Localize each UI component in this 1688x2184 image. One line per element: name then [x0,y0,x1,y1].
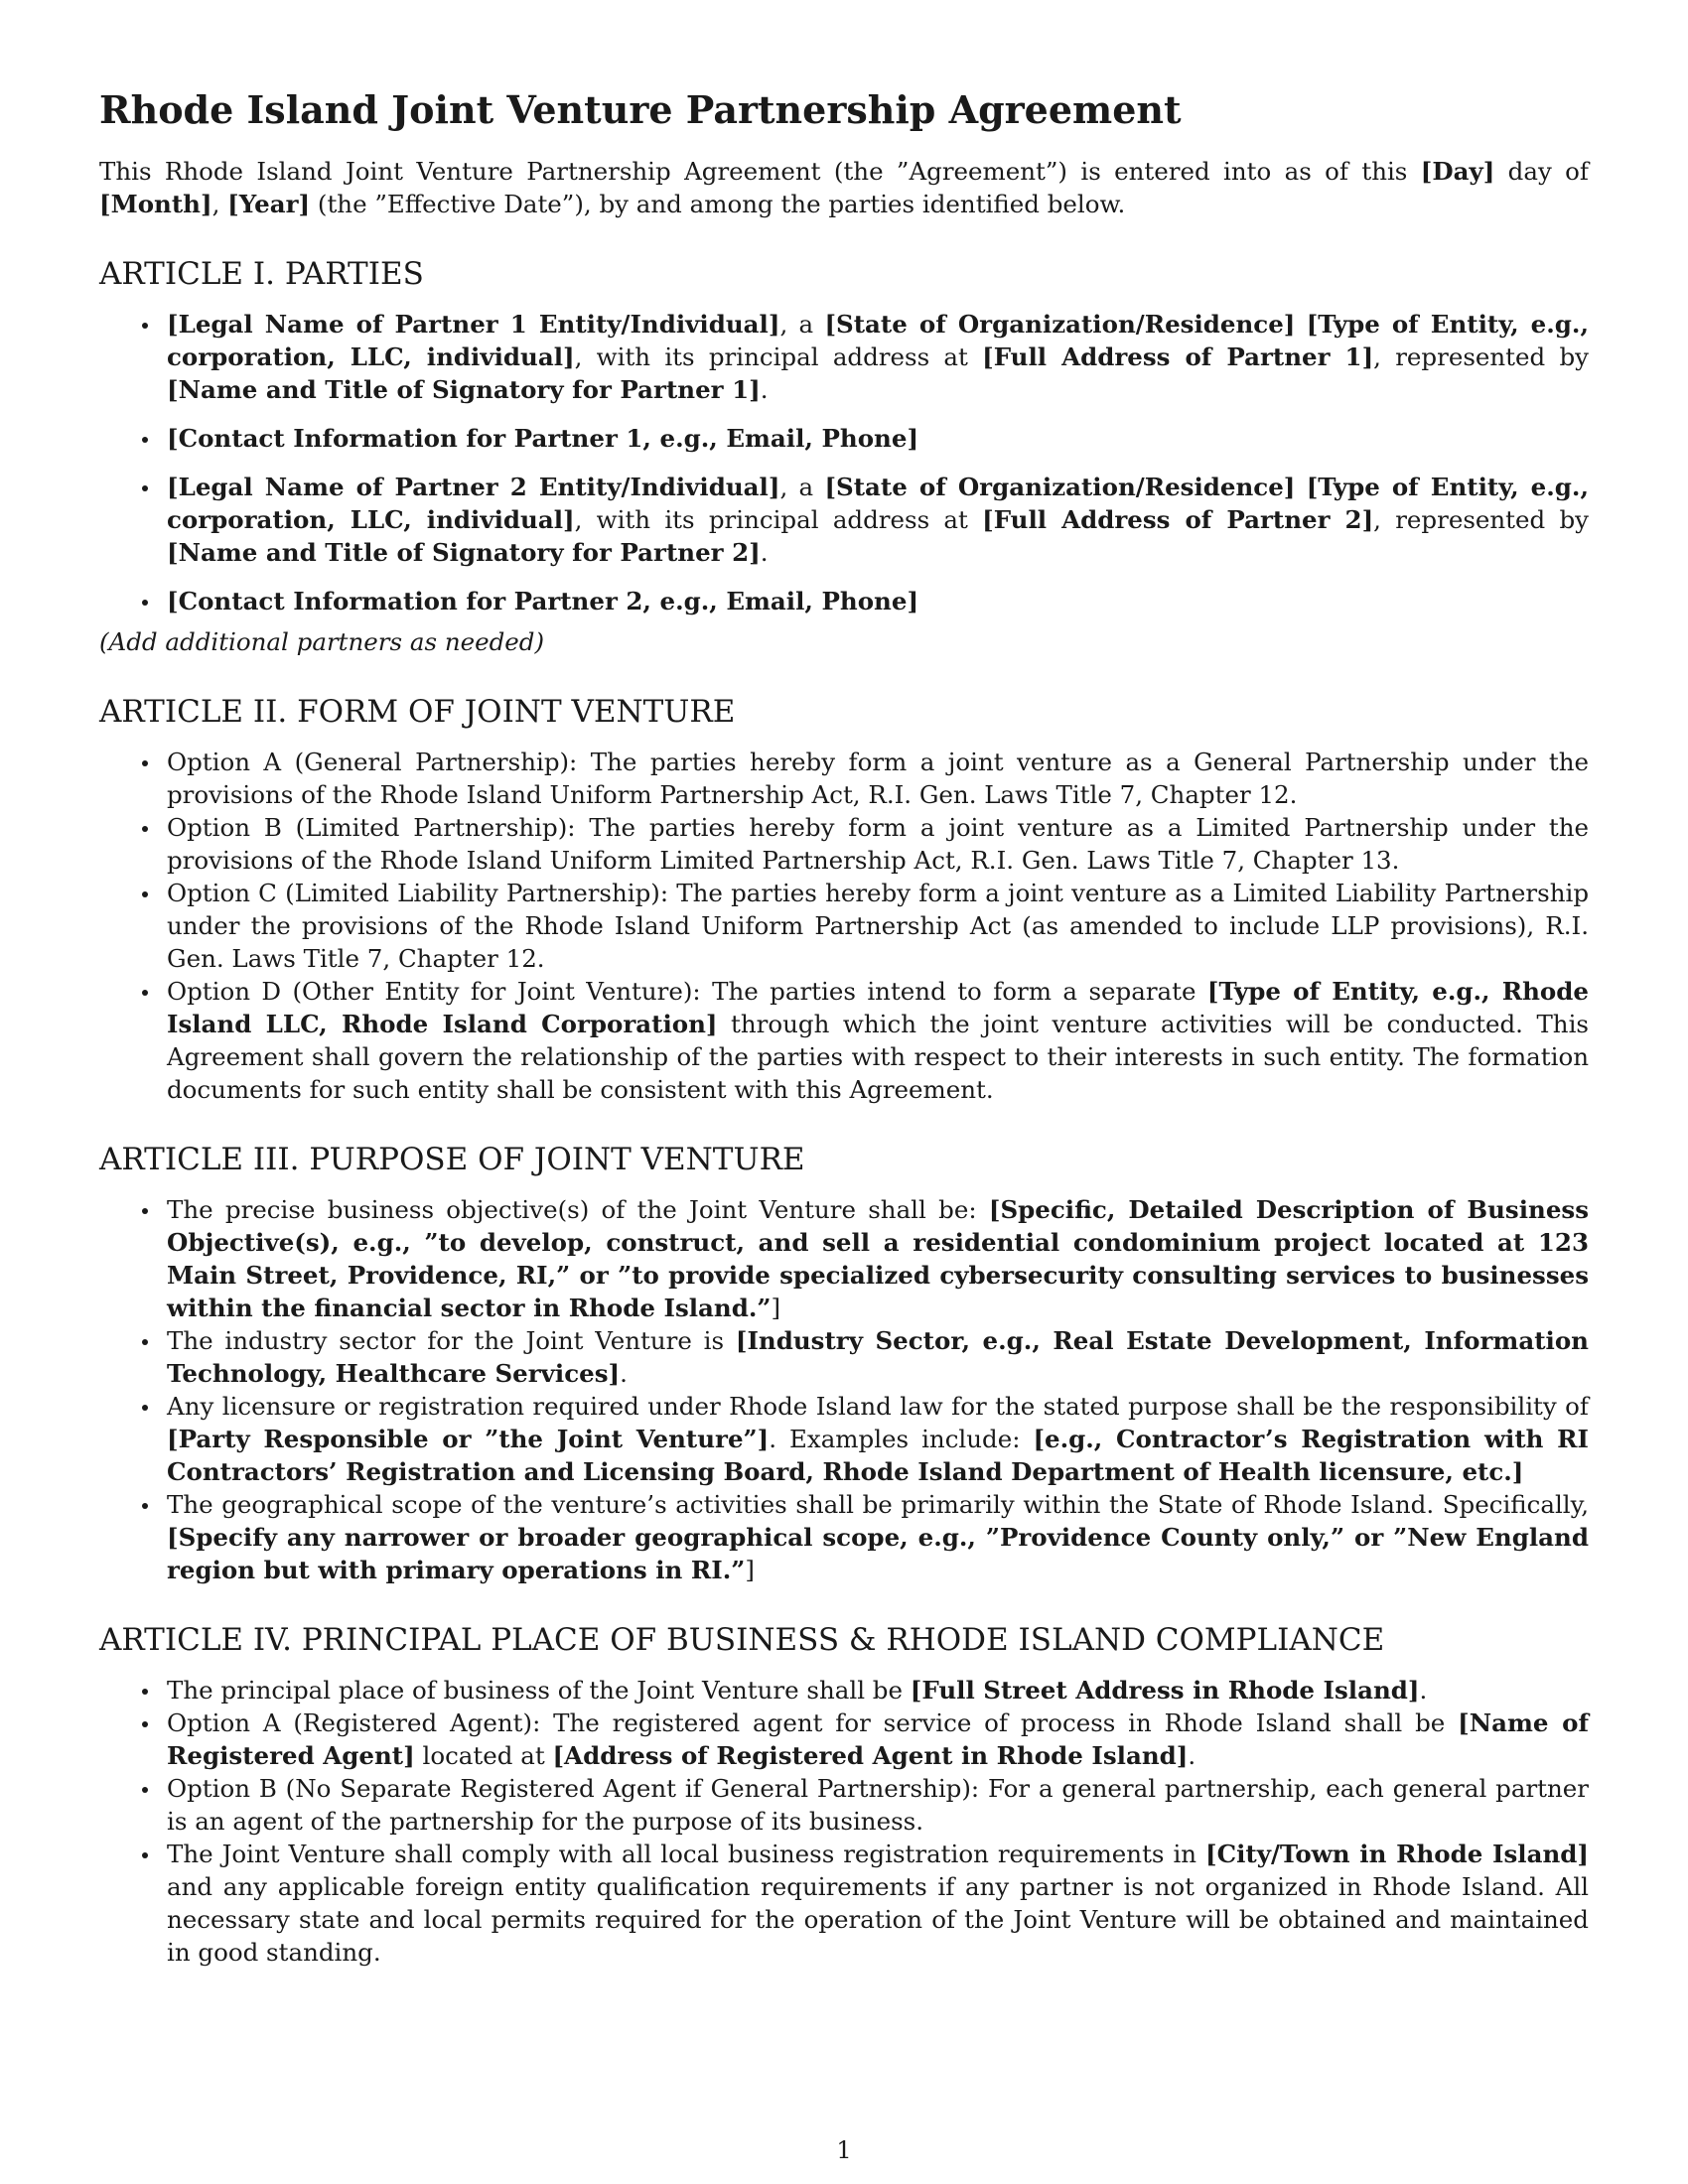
additional-partners-note: (Add additional partners as needed) [99,627,545,656]
city-placeholder: [City/Town in Rhode Island] [1205,1840,1589,1868]
local-compliance-item [167,1838,1589,1969]
text: . [760,538,769,567]
geographic-scope-item [167,1488,1589,1586]
principal-place-item [167,1674,1589,1706]
option-a-item: Option A (General Partnership): The parties hereby form a joint venture as a General Partnership under the provisions of the Rhode Island Uniform Partnership Act, R.I. Gen. Laws Title 7, Chapter 12. [167,748,1589,809]
text: , a [779,310,825,339]
text: . Examples include: [769,1425,1034,1453]
agent-address-placeholder: [Address of Registered Agent in Rhode Island] [552,1741,1189,1770]
examples-placeholder: [e.g., Contractor’s Registration with RI Contractors’ Registration and Licensing Board, Rhode Island Department of Health licensure, etc.] [167,1425,1589,1486]
objective-placeholder: [Specific, Detailed Description of Business Objective(s), e.g., ”to develop, construct, and sell a residential condominium project located at 123 Main Street, Providence, RI,” or ”to provide specialized cybersecurity consulting services to businesses within the financial sector in Rhode Island.” [167,1195,1589,1322]
document-page [99,87,1589,1969]
purpose-list [99,1193,1589,1586]
text: The precise business objective(s) of the Joint Venture shall be: [167,1195,989,1224]
partner-1-type: [Type of Entity, e.g., corporation, LLC, individual] [167,310,1589,371]
agent-name-placeholder: [Name of Registered Agent] [167,1708,1589,1770]
text: . [620,1359,628,1388]
parties-list [99,308,1589,617]
form-options-list [99,746,1589,1106]
text: , with its principal address at [574,505,983,534]
text: and any applicable foreign entity qualification requirements if any partner is not organized in Rhode Island. All necessary state and local permits required for the operation of the Joint Venture will be obtained and maintained in good standing. [167,1872,1589,1967]
partner-2-address: [Full Address of Partner 2] [982,505,1374,534]
text [1295,473,1306,501]
industry-placeholder: [Industry Sector, e.g., Real Estate Development, Information Technology, Healthcare Services] [167,1326,1589,1388]
partner-1-state: [State of Organization/Residence] [824,310,1296,339]
option-d-item [167,975,1589,1106]
partner-2-name: [Legal Name of Partner 2 Entity/Individual] [167,473,780,501]
partner-1-item [167,308,1589,406]
page-number: 1 [836,2136,852,2164]
option-c-item: Option C (Limited Liability Partnership): The parties hereby form a joint venture as a Limited Liability Partnership under the provisions of the Rhode Island Uniform Partnership Act (as amended to include LLP provisions), R.I. Gen. Laws Title 7, Chapter 12. [167,879,1589,973]
licensure-item [167,1390,1589,1488]
partner-1-signatory: [Name and Title of Signatory for Partner 1] [167,375,761,404]
intro-text: (the ”Effective Date”), by and among the parties identified below. [310,190,1126,218]
text: Option A (Registered Agent): The registered agent for service of process in Rhode Island shall be [167,1708,1459,1737]
text: The principal place of business of the Joint Venture shall be [167,1676,911,1705]
text: ] [771,1294,781,1322]
text: . [760,375,769,404]
entity-type-placeholder: [Type of Entity, e.g., Rhode Island LLC, Rhode Island Corporation] [167,977,1589,1038]
article-3-heading: ARTICLE III. PURPOSE OF JOINT VENTURE [99,1142,805,1177]
year-placeholder: [Year] [227,190,311,218]
no-agent-option-item: Option B (No Separate Registered Agent if General Partnership): For a general partnership, each general partner is an agent of the partnership for the purpose of its business. [167,1774,1589,1836]
text: , represented by [1373,505,1589,534]
partner-2-signatory: [Name and Title of Signatory for Partner 2] [167,538,761,567]
document-title: Rhode Island Joint Venture Partnership Agreement [99,87,1182,132]
partner-2-state: [State of Organization/Residence] [824,473,1296,501]
compliance-list [99,1674,1589,1969]
option-b-item: Option B (Limited Partnership): The parties hereby form a joint venture as a Limited Partnership under the provisions of the Rhode Island Uniform Limited Partnership Act, R.I. Gen. Laws Title 7, Chapter 13. [167,813,1589,875]
partner-1-contact: [Contact Information for Partner 1, e.g., Email, Phone] [167,424,919,453]
partner-1-address: [Full Address of Partner 1] [982,342,1374,371]
article-1-heading: ARTICLE I. PARTIES [99,256,424,292]
intro-text: , [211,190,228,218]
intro-text: day of [1494,157,1590,186]
text: ] [745,1556,755,1584]
text: , represented by [1373,342,1589,371]
text: Any licensure or registration required under Rhode Island law for the stated purpose shall be the responsibility of [167,1392,1589,1421]
text: Option D (Other Entity for Joint Venture): The parties intend to form a separate [167,977,1207,1006]
partner-2-contact: [Contact Information for Partner 2, e.g., Email, Phone] [167,587,919,615]
text: The industry sector for the Joint Venture is [167,1326,736,1355]
address-placeholder: [Full Street Address in Rhode Island] [910,1676,1420,1705]
responsible-party-placeholder: [Party Responsible or ”the Joint Venture”] [167,1425,770,1453]
partner-2-contact-item [167,585,1589,617]
partner-2-item [167,471,1589,569]
article-4-heading: ARTICLE IV. PRINCIPAL PLACE OF BUSINESS & RHODE ISLAND COMPLIANCE [99,1622,1385,1658]
text: , with its principal address at [574,342,983,371]
text: , a [779,473,825,501]
text: The geographical scope of the venture’s activities shall be primarily within the State of Rhode Island. Specifically, [167,1490,1589,1519]
text: The Joint Venture shall comply with all local business registration requirements in [167,1840,1206,1868]
partner-1-contact-item [167,422,1589,455]
text: . [1419,1676,1428,1705]
partner-1-name: [Legal Name of Partner 1 Entity/Individual] [167,310,780,339]
text: through which the joint venture activities will be conducted. This Agreement shall govern the relationship of the parties with respect to their interests in such entity. The formation documents for such entity shall be consistent with this Agreement. [167,1010,1589,1104]
objective-item [167,1193,1589,1324]
scope-placeholder: [Specify any narrower or broader geographical scope, e.g., ”Providence County only,” or ”New England region but with primary operations in RI.” [167,1523,1589,1584]
text: located at [414,1741,553,1770]
partner-2-type: [Type of Entity, e.g., corporation, LLC, individual] [167,473,1589,534]
intro-text: This Rhode Island Joint Venture Partnership Agreement (the ”Agreement”) is entered into as of this [99,157,1421,186]
month-placeholder: [Month] [99,190,212,218]
article-2-heading: ARTICLE II. FORM OF JOINT VENTURE [99,694,736,730]
registered-agent-item [167,1706,1589,1772]
text [1295,310,1306,339]
day-placeholder: [Day] [1420,157,1495,186]
industry-item [167,1324,1589,1390]
text: . [1188,1741,1196,1770]
intro-paragraph [99,155,1589,220]
